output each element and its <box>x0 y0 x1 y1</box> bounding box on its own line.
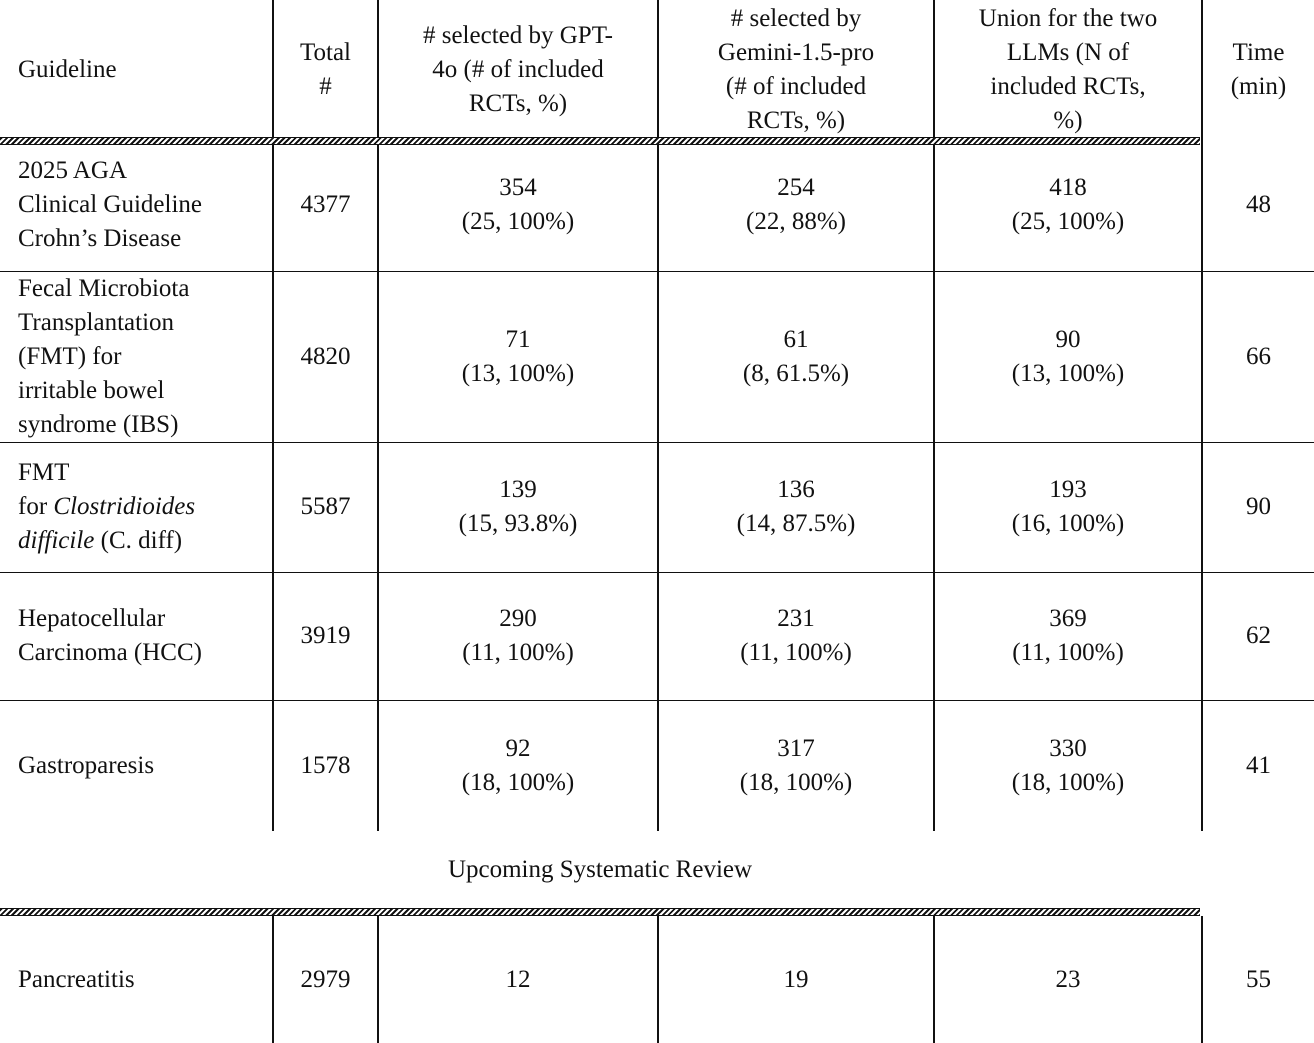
cell-total: 4377 <box>273 140 378 271</box>
header-gpt: # selected by GPT- 4o (# of included RCTs, %) <box>378 0 658 140</box>
cell-time: 41 <box>1202 700 1314 831</box>
cell-time: 55 <box>1202 916 1314 1043</box>
upcoming-table <box>0 916 1314 1043</box>
cell-total: 2979 <box>273 916 378 1043</box>
cell-total: 3919 <box>273 572 378 700</box>
section-rule <box>0 908 1200 916</box>
cell-gemini: 19 <box>658 916 934 1043</box>
cell-time: 90 <box>1202 442 1314 572</box>
cell-time: 48 <box>1202 140 1314 271</box>
cell-gpt: 92 (18, 100%) <box>378 700 658 831</box>
header-total: Total # <box>273 0 378 140</box>
cell-gpt: 354 (25, 100%) <box>378 140 658 271</box>
cell-guideline: FMT for Clostridioides difficile (C. diff) <box>18 459 196 554</box>
cell-gpt: 71 (13, 100%) <box>378 271 658 442</box>
cell-union: 23 <box>934 916 1202 1043</box>
cell-guideline: Hepatocellular Carcinoma (HCC) <box>18 605 202 666</box>
header-guideline: Guideline <box>18 56 117 83</box>
cell-union: 193 (16, 100%) <box>934 442 1202 572</box>
cell-time: 62 <box>1202 572 1314 700</box>
table-row <box>0 271 1314 442</box>
table-row <box>0 572 1314 700</box>
table-row <box>0 442 1314 572</box>
cell-union: 369 (11, 100%) <box>934 572 1202 700</box>
cell-union: 418 (25, 100%) <box>934 140 1202 271</box>
table-row <box>0 916 1314 1043</box>
cell-total: 4820 <box>273 271 378 442</box>
header-union: Union for the two LLMs (N of included RCTs, %) <box>934 0 1202 140</box>
section-label: Upcoming Systematic Review <box>447 856 753 883</box>
header-rule <box>0 137 1200 145</box>
cell-guideline: 2025 AGA Clinical Guideline Crohn’s Disease <box>18 157 202 253</box>
cell-guideline: Gastroparesis <box>18 751 155 779</box>
header-time: Time (min) <box>1202 0 1314 140</box>
cell-union: 330 (18, 100%) <box>934 700 1202 831</box>
cell-gpt: 139 (15, 93.8%) <box>378 442 658 572</box>
cell-gpt: 12 <box>378 916 658 1043</box>
cell-guideline: Pancreatitis <box>18 965 135 993</box>
header-gemini: # selected by Gemini-1.5-pro (# of included RCTs, %) <box>658 0 934 140</box>
cell-gemini: 254 (22, 88%) <box>658 140 934 271</box>
cell-gemini: 61 (8, 61.5%) <box>658 271 934 442</box>
cell-total: 5587 <box>273 442 378 572</box>
cell-total: 1578 <box>273 700 378 831</box>
cell-time: 66 <box>1202 271 1314 442</box>
cell-union: 90 (13, 100%) <box>934 271 1202 442</box>
cell-gpt: 290 (11, 100%) <box>378 572 658 700</box>
table-row <box>0 140 1314 271</box>
cell-gemini: 317 (18, 100%) <box>658 700 934 831</box>
header-row <box>0 0 1314 140</box>
cell-gemini: 136 (14, 87.5%) <box>658 442 934 572</box>
cell-guideline: Fecal Microbiota Transplantation (FMT) for irritable bowel syndrome (IBS) <box>18 274 190 438</box>
table-row <box>0 700 1314 831</box>
cell-gemini: 231 (11, 100%) <box>658 572 934 700</box>
